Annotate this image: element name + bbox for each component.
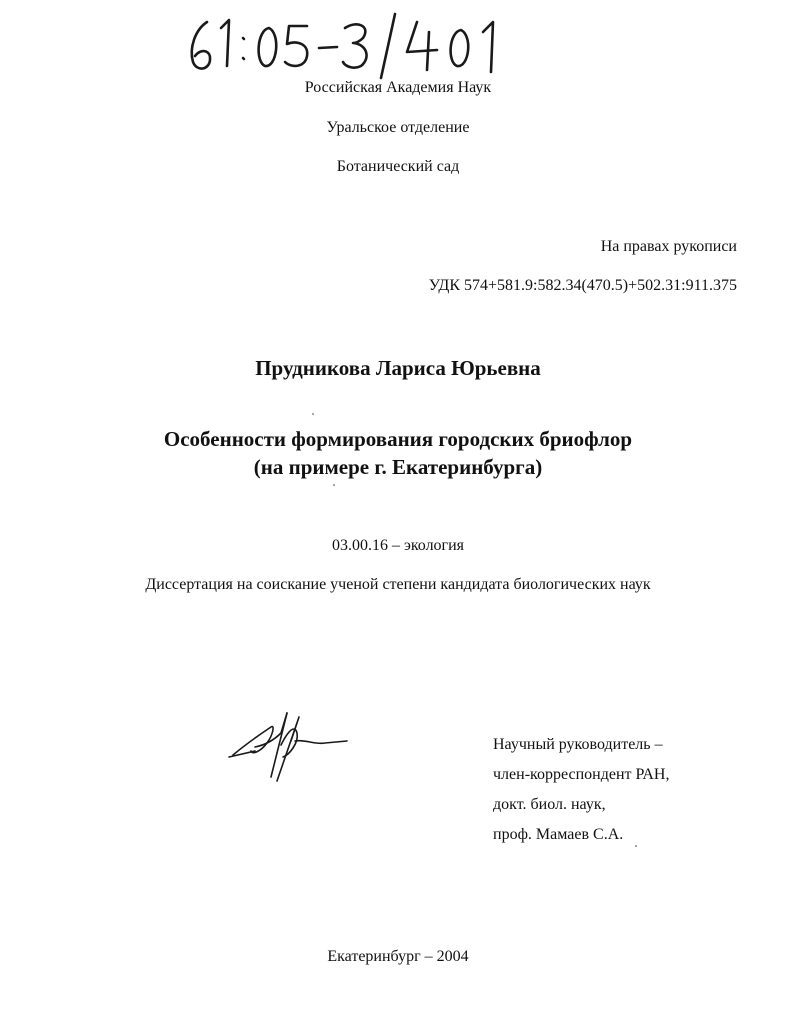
- specialty-code: 03.00.16 – экология: [331, 537, 465, 554]
- degree-statement: Диссертация на соискание ученой степени кандидата биологических наук: [145, 576, 651, 593]
- advisor-line-3: докт. биол. наук,: [493, 796, 606, 813]
- scan-speck: [333, 484, 335, 486]
- author-name: Прудникова Лариса Юрьевна: [255, 356, 541, 380]
- handwritten-code-stamp: [185, 10, 515, 80]
- advisor-line-4: проф. Мамаев С.А.: [493, 826, 624, 843]
- dissertation-title: [0, 425, 796, 481]
- institution-name: Ботанический сад: [336, 158, 460, 175]
- udc-code: УДК 574+581.9:582.34(470.5)+502.31:911.375: [428, 277, 737, 294]
- manuscript-note: На правах рукописи: [600, 238, 737, 255]
- branch-name: Уральское отделение: [326, 119, 470, 136]
- city-year: Екатеринбург – 2004: [327, 948, 469, 965]
- advisor-line-1: Научный руководитель –: [493, 736, 663, 753]
- academy-name: Российская Академия Наук: [304, 79, 492, 96]
- title-line-2: (на примере г. Екатеринбурга): [253, 455, 543, 479]
- advisor-line-2: член-корреспондент РАН,: [493, 766, 670, 783]
- signature: [225, 705, 350, 785]
- title-line-1: Особенности формирования городских бриофлор: [163, 427, 633, 451]
- scan-speck: [312, 413, 314, 415]
- scientific-advisor: [493, 730, 669, 850]
- scan-speck: [635, 845, 637, 847]
